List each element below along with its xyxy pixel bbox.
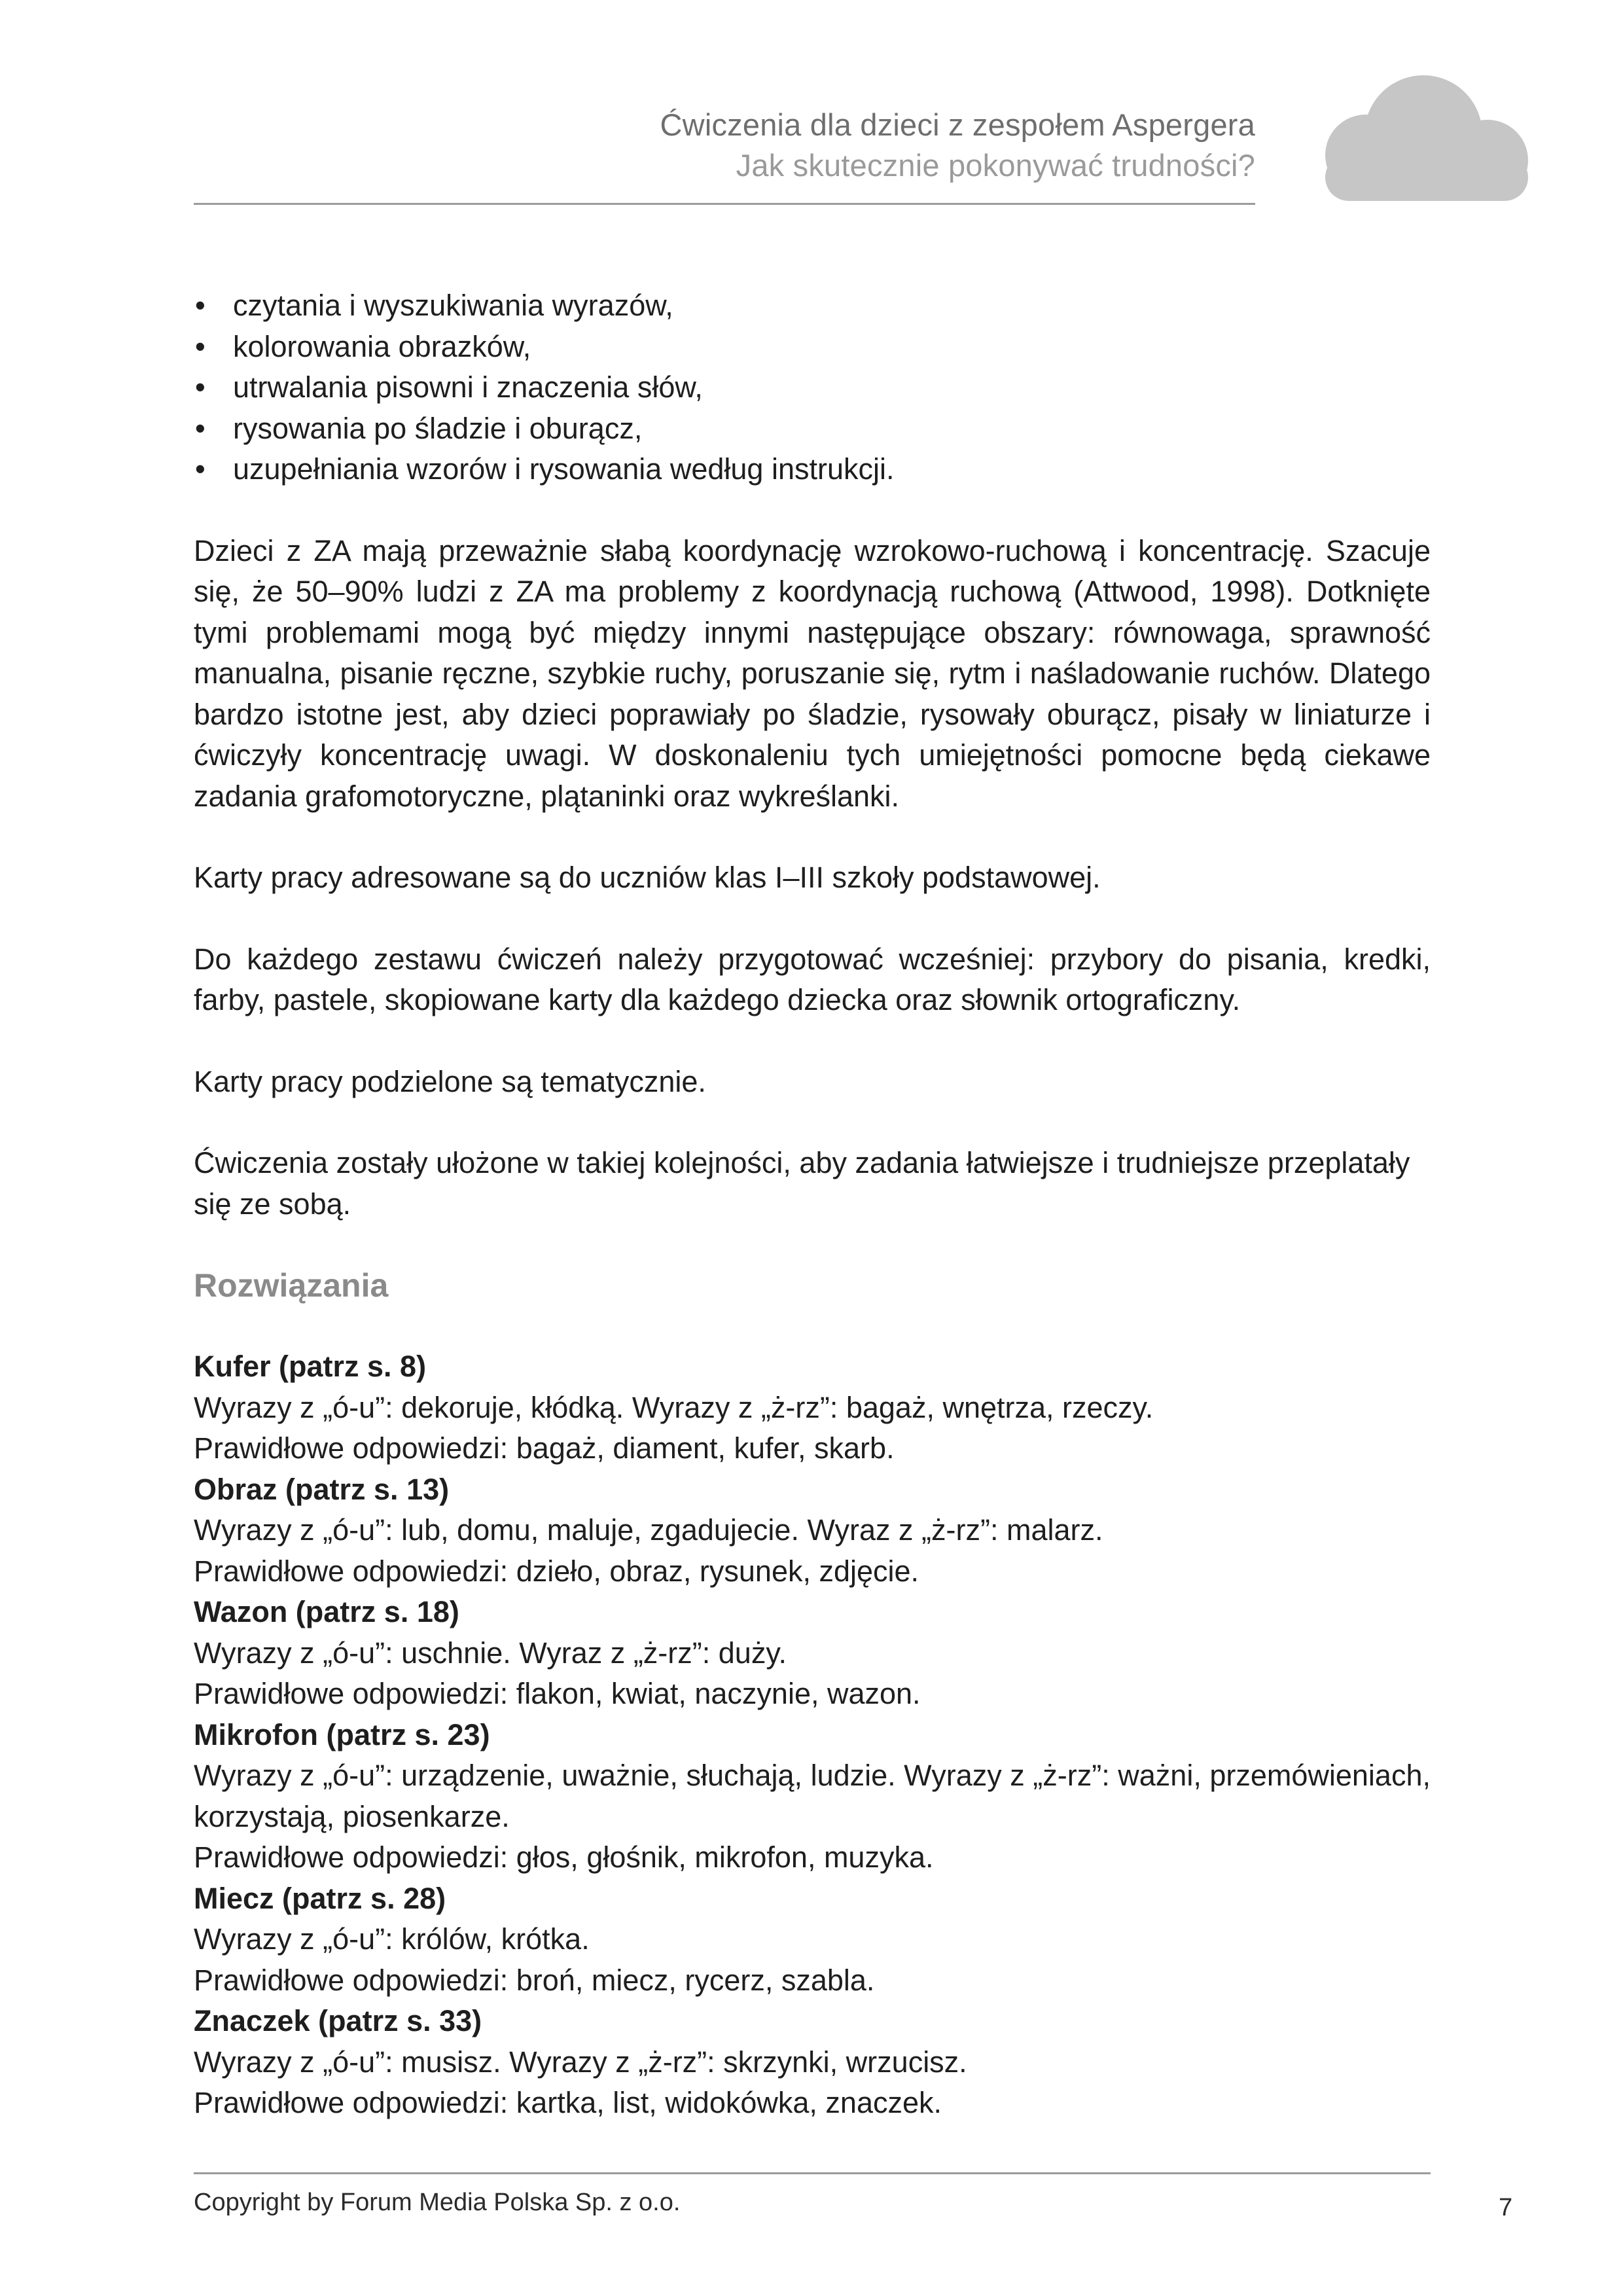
solution-words: Wyrazy z „ó-u”: królów, krótka. bbox=[194, 1922, 590, 1956]
paragraph-materials: Do każdego zestawu ćwiczeń należy przygotować wcześniej: przybory do pisania, kredki, farby, pastele, skopiowane karty dla każdego dziecka oraz słownik ortograficzny. bbox=[194, 942, 1431, 1016]
solution-words: Wyrazy z „ó-u”: urządzenie, uważnie, słuchają, ludzie. Wyrazy z „ż-rz”: ważni, przemówieniach, korzystają, piosenkarze. bbox=[194, 1759, 1431, 1833]
header-subtitle: Jak skutecznie pokonywać trudności? bbox=[736, 148, 1255, 183]
bullet-list bbox=[194, 285, 1431, 490]
solution-words: Wyrazy z „ó-u”: dekoruje, kłódką. Wyrazy z „ż-rz”: bagaż, wnętrza, rzeczy. bbox=[194, 1390, 1154, 1424]
list-item: • czytania i wyszukiwania wyrazów, bbox=[194, 285, 1431, 327]
solution-item bbox=[194, 1346, 1431, 1469]
footer-divider bbox=[194, 2172, 1431, 2174]
cloud-icon bbox=[1306, 75, 1535, 213]
solution-title: Kufer (patrz s. 8) bbox=[194, 1350, 427, 1383]
list-item: • rysowania po śladzie i oburącz, bbox=[194, 408, 1431, 450]
page-number: 7 bbox=[1499, 2194, 1513, 2221]
solution-answers: Prawidłowe odpowiedzi: głos, głośnik, mikrofon, muzyka. bbox=[194, 1840, 934, 1874]
paragraph-thematic: Karty pracy podzielone są tematycznie. bbox=[194, 1064, 706, 1098]
solution-answers: Prawidłowe odpowiedzi: flakon, kwiat, naczynie, wazon. bbox=[194, 1677, 921, 1710]
paragraph-audience: Karty pracy adresowane są do uczniów klas I–III szkoły podstawowej. bbox=[194, 861, 1101, 894]
solution-answers: Prawidłowe odpowiedzi: kartka, list, widokówka, znaczek. bbox=[194, 2086, 942, 2119]
solutions-heading: Rozwiązania bbox=[194, 1267, 389, 1304]
solution-title: Wazon (patrz s. 18) bbox=[194, 1595, 459, 1628]
page-header bbox=[194, 105, 1255, 186]
solutions-list bbox=[194, 1346, 1431, 2124]
solution-item bbox=[194, 2001, 1431, 2124]
solution-answers: Prawidłowe odpowiedzi: bagaż, diament, kufer, skarb. bbox=[194, 1431, 895, 1465]
solution-words: Wyrazy z „ó-u”: musisz. Wyrazy z „ż-rz”: skrzynki, wrzucisz. bbox=[194, 2045, 967, 2079]
list-item: • kolorowania obrazków, bbox=[194, 327, 1431, 368]
solution-title: Miecz (patrz s. 28) bbox=[194, 1881, 446, 1915]
solution-item bbox=[194, 1592, 1431, 1715]
solution-title: Znaczek (patrz s. 33) bbox=[194, 2004, 482, 2037]
footer-copyright: Copyright by Forum Media Polska Sp. z o.o. bbox=[194, 2189, 681, 2216]
solution-title: Obraz (patrz s. 13) bbox=[194, 1472, 450, 1506]
list-item: • utrwalania pisowni i znaczenia słów, bbox=[194, 367, 1431, 408]
solution-answers: Prawidłowe odpowiedzi: broń, miecz, rycerz, szabla. bbox=[194, 1963, 875, 1997]
solution-answers: Prawidłowe odpowiedzi: dzieło, obraz, rysunek, zdjęcie. bbox=[194, 1554, 919, 1588]
solution-title: Mikrofon (patrz s. 23) bbox=[194, 1717, 490, 1751]
solution-words: Wyrazy z „ó-u”: uschnie. Wyraz z „ż-rz”: duży. bbox=[194, 1636, 787, 1670]
solution-item bbox=[194, 1715, 1431, 1878]
header-title: Ćwiczenia dla dzieci z zespołem Aspergera bbox=[660, 107, 1255, 142]
solution-words: Wyrazy z „ó-u”: lub, domu, maluje, zgadujecie. Wyraz z „ż-rz”: malarz. bbox=[194, 1513, 1103, 1547]
list-item: • uzupełniania wzorów i rysowania według instrukcji. bbox=[194, 449, 1431, 490]
solution-item bbox=[194, 1469, 1431, 1592]
header-divider bbox=[194, 203, 1255, 205]
solution-item bbox=[194, 1878, 1431, 2001]
paragraph-order: Ćwiczenia zostały ułożone w takiej kolejności, aby zadania łatwiejsze i trudniejsze przeplatały się ze sobą. bbox=[194, 1146, 1410, 1221]
paragraph-coordination: Dzieci z ZA mają przeważnie słabą koordynację wzrokowo-ruchową i koncentrację. Szacuje się, że 50–90% ludzi z ZA ma problemy z koordynacją ruchową (Attwood, 1998). Dotknięte tymi problemami mogą być między innymi następujące obszary: równowaga, sprawność manualna, pisanie ręczne, szybkie ruchy, poruszanie się, rytm i naśladowanie ruchów. Dlatego bardzo istotne jest, aby dzieci poprawiały po śladzie, rysowały oburącz, pisały w liniaturze i ćwiczyły koncentrację uwagi. W doskonaleniu tych umiejętności pomocne będą ciekawe zadania grafomotoryczne, plątaninki oraz wykreślanki. bbox=[194, 533, 1431, 813]
main-content bbox=[194, 285, 1431, 2124]
